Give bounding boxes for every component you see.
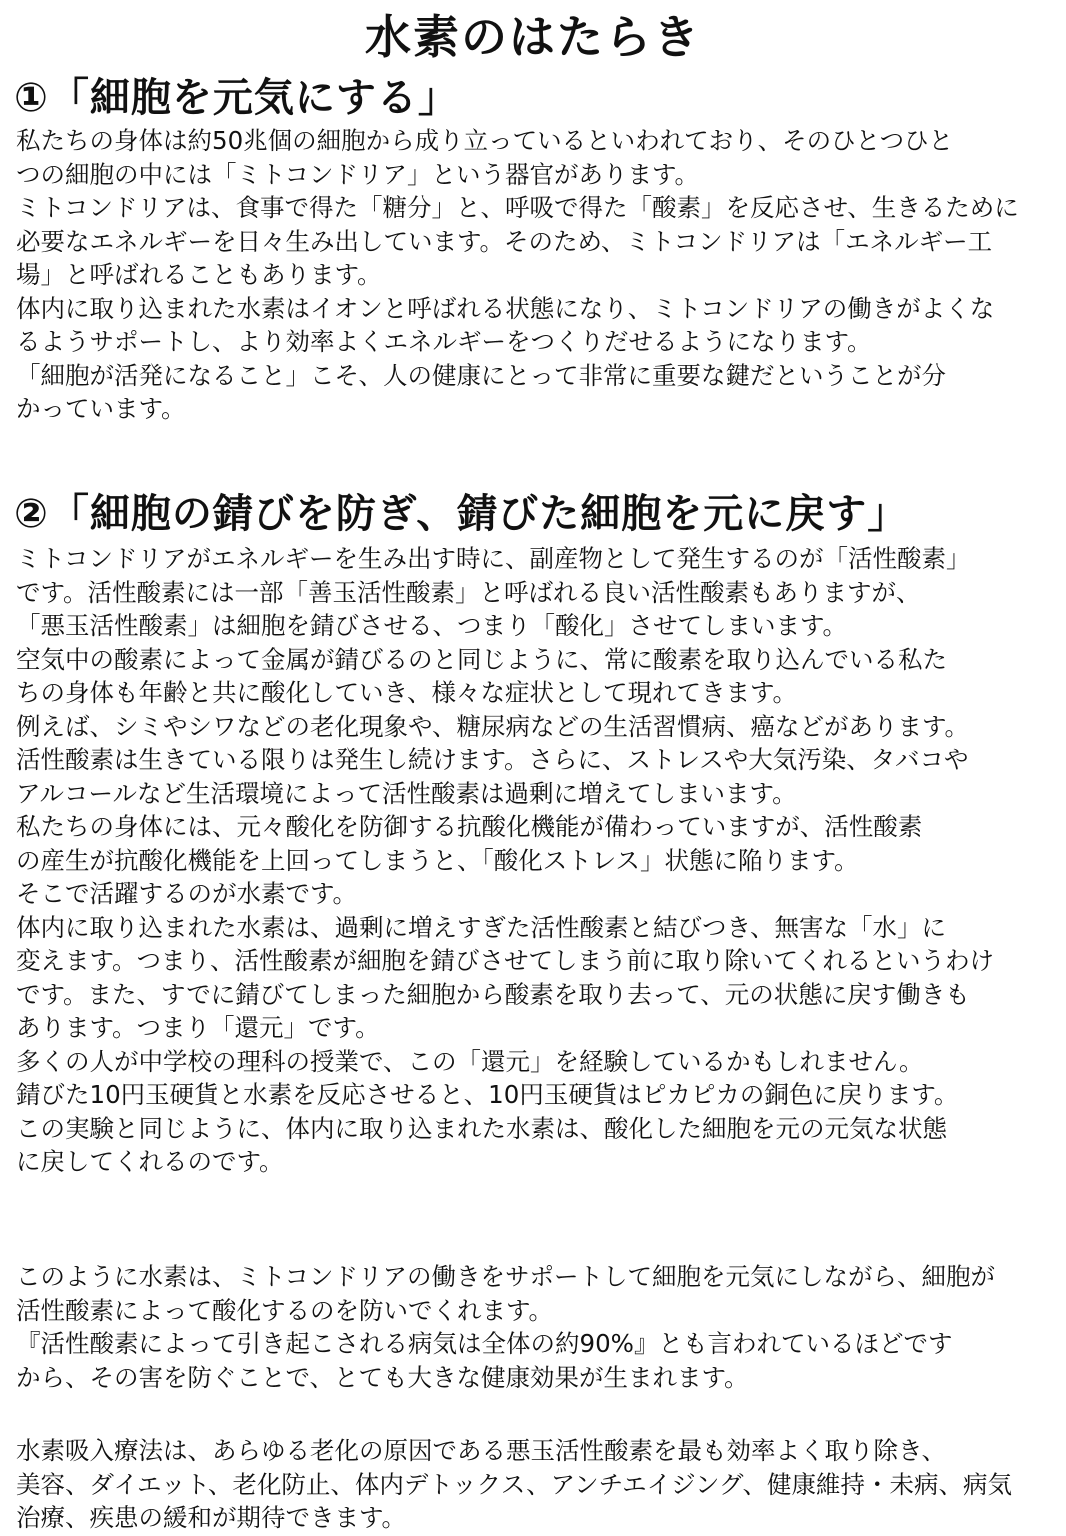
- paragraph-line: 例えば、シミやシワなどの老化現象や、糖尿病などの生活習慣病、癌などがあります。: [16, 711, 970, 741]
- paragraph-line: ミトコンドリアがエネルギーを生み出す時に、副産物として発生するのが「活性酸素」: [16, 544, 971, 573]
- paragraph-line: 私たちの身体は約50兆個の細胞から成り立っているといわれており、そのひとつひと: [16, 126, 954, 155]
- paragraph-line: 治療、疾患の緩和が期待できます。: [16, 1503, 407, 1532]
- paragraph-line: の産生が抗酸化機能を上回ってしまうと、「酸化ストレス」状態に陥ります。: [16, 845, 859, 875]
- paragraph-line: 活性酸素によって酸化するのを防いでくれます。: [16, 1295, 554, 1325]
- paragraph-line: 錆びた10円玉硬貨と水素を反応させると、10円玉硬貨はピカピカの銅色に戻ります。: [16, 1080, 959, 1109]
- paragraph-line: 私たちの身体には、元々酸化を防御する抗酸化機能が備わっていますが、活性酸素: [16, 812, 923, 841]
- paragraph-line: から、その害を防ぐことで、とても大きな健康効果が生まれます。: [16, 1362, 749, 1392]
- paragraph-line: 多くの人が中学校の理科の授業で、この「還元」を経験しているかもしれません。: [16, 1046, 924, 1076]
- summary-body: [16, 1260, 1056, 1394]
- paragraph-line: 必要なエネルギーを日々生み出しています。そのため、ミトコンドリアは「エネルギー工: [16, 226, 993, 256]
- paragraph-line: るようサポートし、より効率よくエネルギーをつくりだせるようになります。: [16, 327, 872, 356]
- paragraph-line: 美容、ダイエット、老化防止、体内デトックス、アンチエイジング、健康維持・未病、病気: [16, 1469, 1013, 1499]
- section-2-heading: ②「細胞の錆びを防ぎ、錆びた細胞を元に戻す」: [14, 491, 909, 537]
- paragraph-line: この実験と同じように、体内に取り込まれた水素は、酸化した細胞を元の元気な状態: [16, 1113, 947, 1143]
- paragraph-line: つの細胞の中には「ミトコンドリア」という器官があります。: [16, 159, 700, 189]
- paragraph-line: 「悪玉活性酸素」は細胞を錆びさせる、つまり「酸化」させてしまいます。: [16, 611, 848, 640]
- section-1-heading: ①「細胞を元気にする」: [14, 75, 459, 121]
- paragraph-line: かっています。: [16, 394, 186, 423]
- closing-body: [16, 1434, 1056, 1535]
- paragraph-line: 活性酸素は生きている限りは発生し続けます。さらに、ストレスや大気汚染、タバコや: [16, 745, 969, 774]
- paragraph-line: 体内に取り込まれた水素は、過剰に増えすぎた活性酸素と結びつき、無害な「水」に: [16, 912, 947, 942]
- page-title: 水素のはたらき: [365, 10, 701, 64]
- paragraph-line: 水素吸入療法は、あらゆる老化の原因である悪玉活性酸素を最も効率よく取り除き、: [16, 1436, 947, 1465]
- paragraph-line: 場」と呼ばれることもあります。: [16, 260, 382, 289]
- paragraph-line: このように水素は、ミトコンドリアの働きをサポートして細胞を元気にしながら、細胞が: [16, 1262, 996, 1291]
- section-1-body: [16, 124, 1056, 426]
- paragraph-line: ちの身体も年齢と共に酸化していき、様々な症状として現れてきます。: [16, 678, 798, 707]
- paragraph-line: ミトコンドリアは、食事で得た「糖分」と、呼吸で得た「酸素」を反応させ、生きるために: [16, 193, 1019, 222]
- paragraph-line: そこで活躍するのが水素です。: [16, 879, 358, 908]
- paragraph-line: 体内に取り込まれた水素はイオンと呼ばれる状態になり、ミトコンドリアの働きがよくな: [16, 293, 995, 323]
- paragraph-line: 「細胞が活発になること」こそ、人の健康にとって非常に重要な鍵だということが分: [16, 360, 947, 390]
- paragraph-line: に戻してくれるのです。: [16, 1147, 284, 1176]
- paragraph-line: です。また、すでに錆びてしまった細胞から酸素を取り去って、元の状態に戻す働きも: [16, 979, 970, 1009]
- paragraph-line: 空気中の酸素によって金属が錆びるのと同じように、常に酸素を取り込んでいる私た: [16, 644, 947, 674]
- paragraph-line: 変えます。つまり、活性酸素が細胞を錆びさせてしまう前に取り除いてくれるというわけ: [16, 946, 995, 975]
- paragraph-line: あります。つまり「還元」です。: [16, 1013, 380, 1042]
- paragraph-line: アルコールなど生活環境によって活性酸素は過剰に増えてしまいます。: [16, 778, 797, 808]
- section-2-body: [16, 542, 1056, 1179]
- paragraph-line: 『活性酸素によって引き起こされる病気は全体の約90%』とも言われているほどです: [16, 1329, 953, 1358]
- paragraph-line: です。活性酸素には一部「善玉活性酸素」と呼ばれる良い活性酸素もありますが、: [16, 577, 921, 607]
